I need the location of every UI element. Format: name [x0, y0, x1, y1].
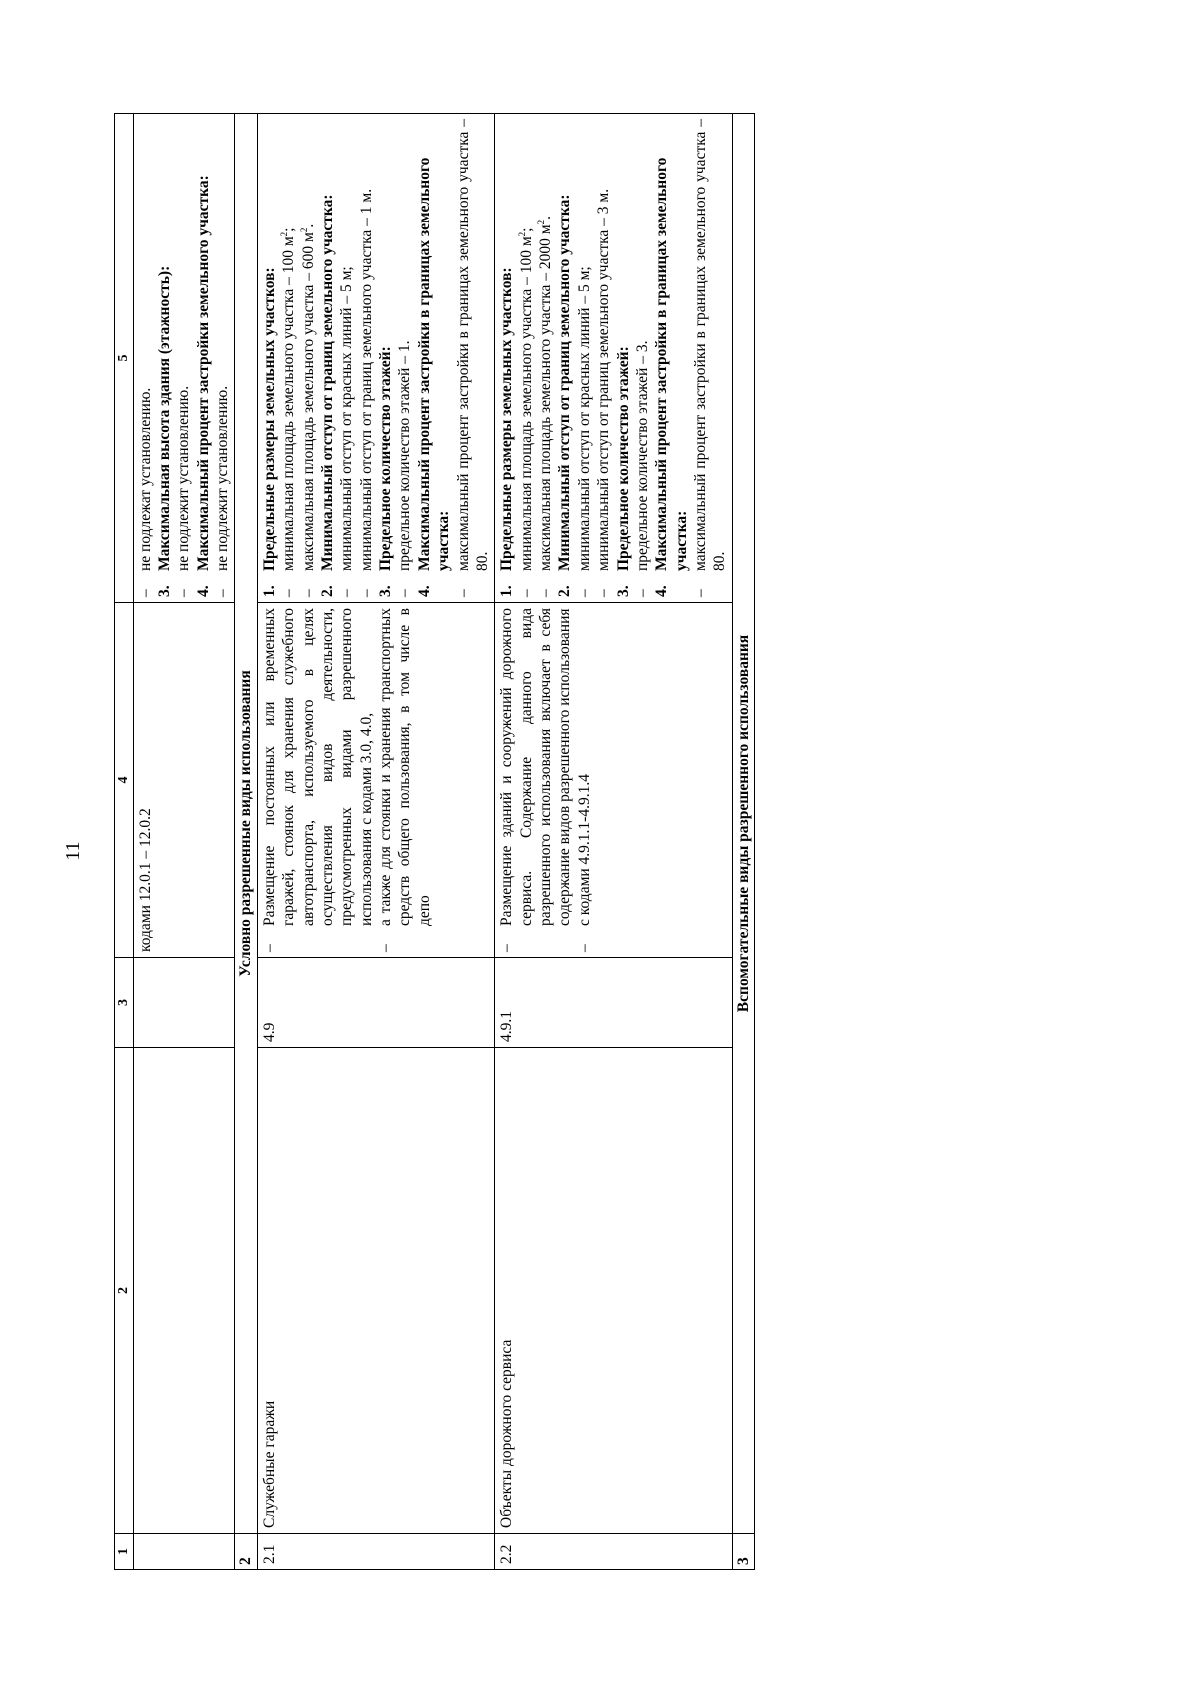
- description-list: [497, 608, 594, 952]
- param-heading: [614, 119, 633, 597]
- continuation-codes: кодами 12.0.1 – 12.0.2: [133, 603, 235, 958]
- param-item: [174, 119, 193, 597]
- table-row: [257, 114, 495, 1570]
- param-text: предельное количество этажей – 3.: [633, 340, 651, 571]
- param-item: [575, 119, 594, 597]
- param-number: 3.: [155, 585, 173, 597]
- param-item: [594, 119, 613, 597]
- param-heading: [260, 119, 279, 597]
- param-sup: 2: [535, 219, 546, 225]
- param-item: [279, 119, 298, 597]
- param-sup: 2: [298, 227, 309, 233]
- section-row: [732, 114, 754, 1570]
- param-heading-text: Максимальный процент застройки в границах земельного участка:: [653, 157, 690, 571]
- param-item: [517, 119, 536, 597]
- param-heading-text: Предельное количество этажей:: [614, 346, 632, 571]
- param-heading: [318, 119, 337, 597]
- param-list: [136, 119, 155, 597]
- param-sup: 2: [278, 231, 289, 237]
- param-heading-text: Минимальный отступ от границ земельного участка:: [318, 194, 336, 571]
- param-list: [337, 119, 376, 597]
- section-title: Условно разрешенные виды использования: [235, 114, 257, 1534]
- row-name: Объекты дорожного сервиса: [495, 1048, 733, 1534]
- description-item: – с кодами 4.9.1.1-4.9.1.4: [575, 608, 594, 952]
- row-description: [257, 603, 495, 958]
- row-params: [495, 114, 733, 603]
- param-text: минимальная площадь земельного участка – 100 м: [280, 236, 298, 571]
- param-heading-text: Предельное количество этажей:: [377, 346, 394, 571]
- param-list: [575, 119, 614, 597]
- continuation-row: [133, 114, 235, 1570]
- row-code: 4.9.1: [495, 958, 733, 1048]
- header-row: [115, 114, 134, 1570]
- param-heading: [376, 119, 395, 597]
- param-item: [395, 119, 414, 597]
- row-id: 2.1: [257, 1534, 495, 1570]
- section-title: Вспомогательные виды разрешенного использования: [732, 114, 754, 1534]
- param-list: [279, 119, 318, 597]
- param-list: [454, 119, 493, 597]
- header-col-1: 1: [115, 1534, 134, 1570]
- row-description: [495, 603, 733, 958]
- param-punct: .: [299, 223, 317, 228]
- row-name: Служебные гаражи: [257, 1048, 495, 1534]
- param-punct: .: [537, 216, 554, 220]
- param-text: минимальная площадь земельного участка – 100 м: [517, 236, 535, 571]
- param-item: [633, 119, 652, 597]
- param-item: [299, 119, 318, 597]
- param-heading-text: Предельные размеры земельных участков:: [260, 267, 278, 571]
- land-use-table: [114, 113, 755, 1570]
- param-punct: ;: [280, 227, 298, 232]
- param-text: максимальная площадь земельного участка – 600 м: [299, 232, 317, 571]
- param-number: 3.: [614, 585, 632, 597]
- section-number: 2: [235, 1534, 257, 1570]
- param-list: [517, 119, 556, 597]
- param-heading: [497, 119, 516, 597]
- param-text: минимальный отступ от границ земельного участка – 1 м.: [357, 188, 375, 571]
- continuation-params: [133, 114, 235, 603]
- table-row: [495, 114, 733, 1570]
- row-params: [257, 114, 495, 603]
- header-col-4: 4: [115, 603, 134, 958]
- param-heading-text: Максимальный процент застройки в границах земельного участка:: [415, 157, 453, 571]
- description-item: – а также для стоянки и хранения транспортных средств общего пользования, в том числе в депо: [376, 608, 434, 952]
- param-text: максимальный процент застройки в границах земельного участка – 80.: [692, 119, 729, 571]
- param-number: 1.: [498, 585, 516, 597]
- param-text: минимальный отступ от границ земельного участка – 3 м.: [595, 188, 613, 571]
- param-text: не подлежит установлению.: [175, 385, 193, 571]
- param-heading: [652, 119, 691, 597]
- param-heading-text: Максимальная высота здания (этажность):: [155, 265, 173, 571]
- param-list: [395, 119, 414, 597]
- param-text: минимальный отступ от красных линий – 5 м;: [575, 266, 593, 571]
- table-body: [133, 114, 755, 1570]
- description-list: [260, 608, 434, 952]
- param-sup: 2: [516, 231, 527, 237]
- param-number: 4.: [653, 585, 671, 597]
- param-item: [691, 119, 730, 597]
- param-item: [213, 119, 232, 597]
- param-text: минимальный отступ от красных линий – 5 м;: [338, 266, 356, 571]
- param-punct: ;: [517, 227, 535, 232]
- header-col-2: 2: [115, 1048, 134, 1534]
- page-number: 11: [62, 841, 84, 861]
- param-text: максимальная площадь земельного участка – 2000 м: [537, 224, 554, 571]
- param-number: 4.: [194, 585, 212, 597]
- row-code: 4.9: [257, 958, 495, 1048]
- param-text: предельное количество этажей – 1.: [396, 340, 414, 571]
- param-list: [174, 119, 193, 597]
- param-heading: [155, 119, 174, 597]
- param-number: 1.: [260, 585, 278, 597]
- row-id: 2.2: [495, 1534, 733, 1570]
- param-item: [536, 119, 555, 597]
- param-number: 2.: [556, 585, 574, 597]
- param-list: [633, 119, 652, 597]
- param-text: не подлежит установлению.: [214, 385, 231, 571]
- param-heading: [555, 119, 574, 597]
- header-col-3: 3: [115, 958, 134, 1048]
- rotated-table-container: [114, 114, 1104, 1570]
- param-list: [213, 119, 232, 597]
- param-heading: [415, 119, 454, 597]
- param-list: [691, 119, 730, 597]
- param-number: 2.: [318, 585, 336, 597]
- param-item: [454, 119, 493, 597]
- description-item: – Размещение постоянных или временных гаражей, стоянок для хранения служебного автотранспорта, используемого в целях осуществления видов деятельности, предусмотренных видами разрешенного использования с кодами 3.0, 4.0,: [260, 608, 376, 952]
- param-item: [136, 119, 155, 597]
- header-col-5: 5: [115, 114, 134, 603]
- param-number: 4.: [415, 585, 433, 597]
- param-heading: [194, 119, 213, 597]
- param-heading-text: Предельные размеры земельных участков:: [498, 267, 516, 571]
- description-item: – Размещение зданий и сооружений дорожного сервиса. Содержание данного вида разрешенного использования включает в себя содержание видов разрешенного использования: [497, 608, 575, 952]
- param-text: максимальный процент застройки в границах земельного участка – 80.: [454, 119, 491, 571]
- param-number: 3.: [377, 585, 394, 597]
- section-row: [235, 114, 257, 1570]
- section-number: 3: [732, 1534, 754, 1570]
- param-text: не подлежат установлению.: [136, 387, 154, 571]
- param-heading-text: Минимальный отступ от границ земельного участка:: [556, 194, 574, 571]
- param-heading-text: Максимальный процент застройки земельного участка:: [194, 175, 212, 571]
- param-item: [357, 119, 376, 597]
- param-item: [337, 119, 356, 597]
